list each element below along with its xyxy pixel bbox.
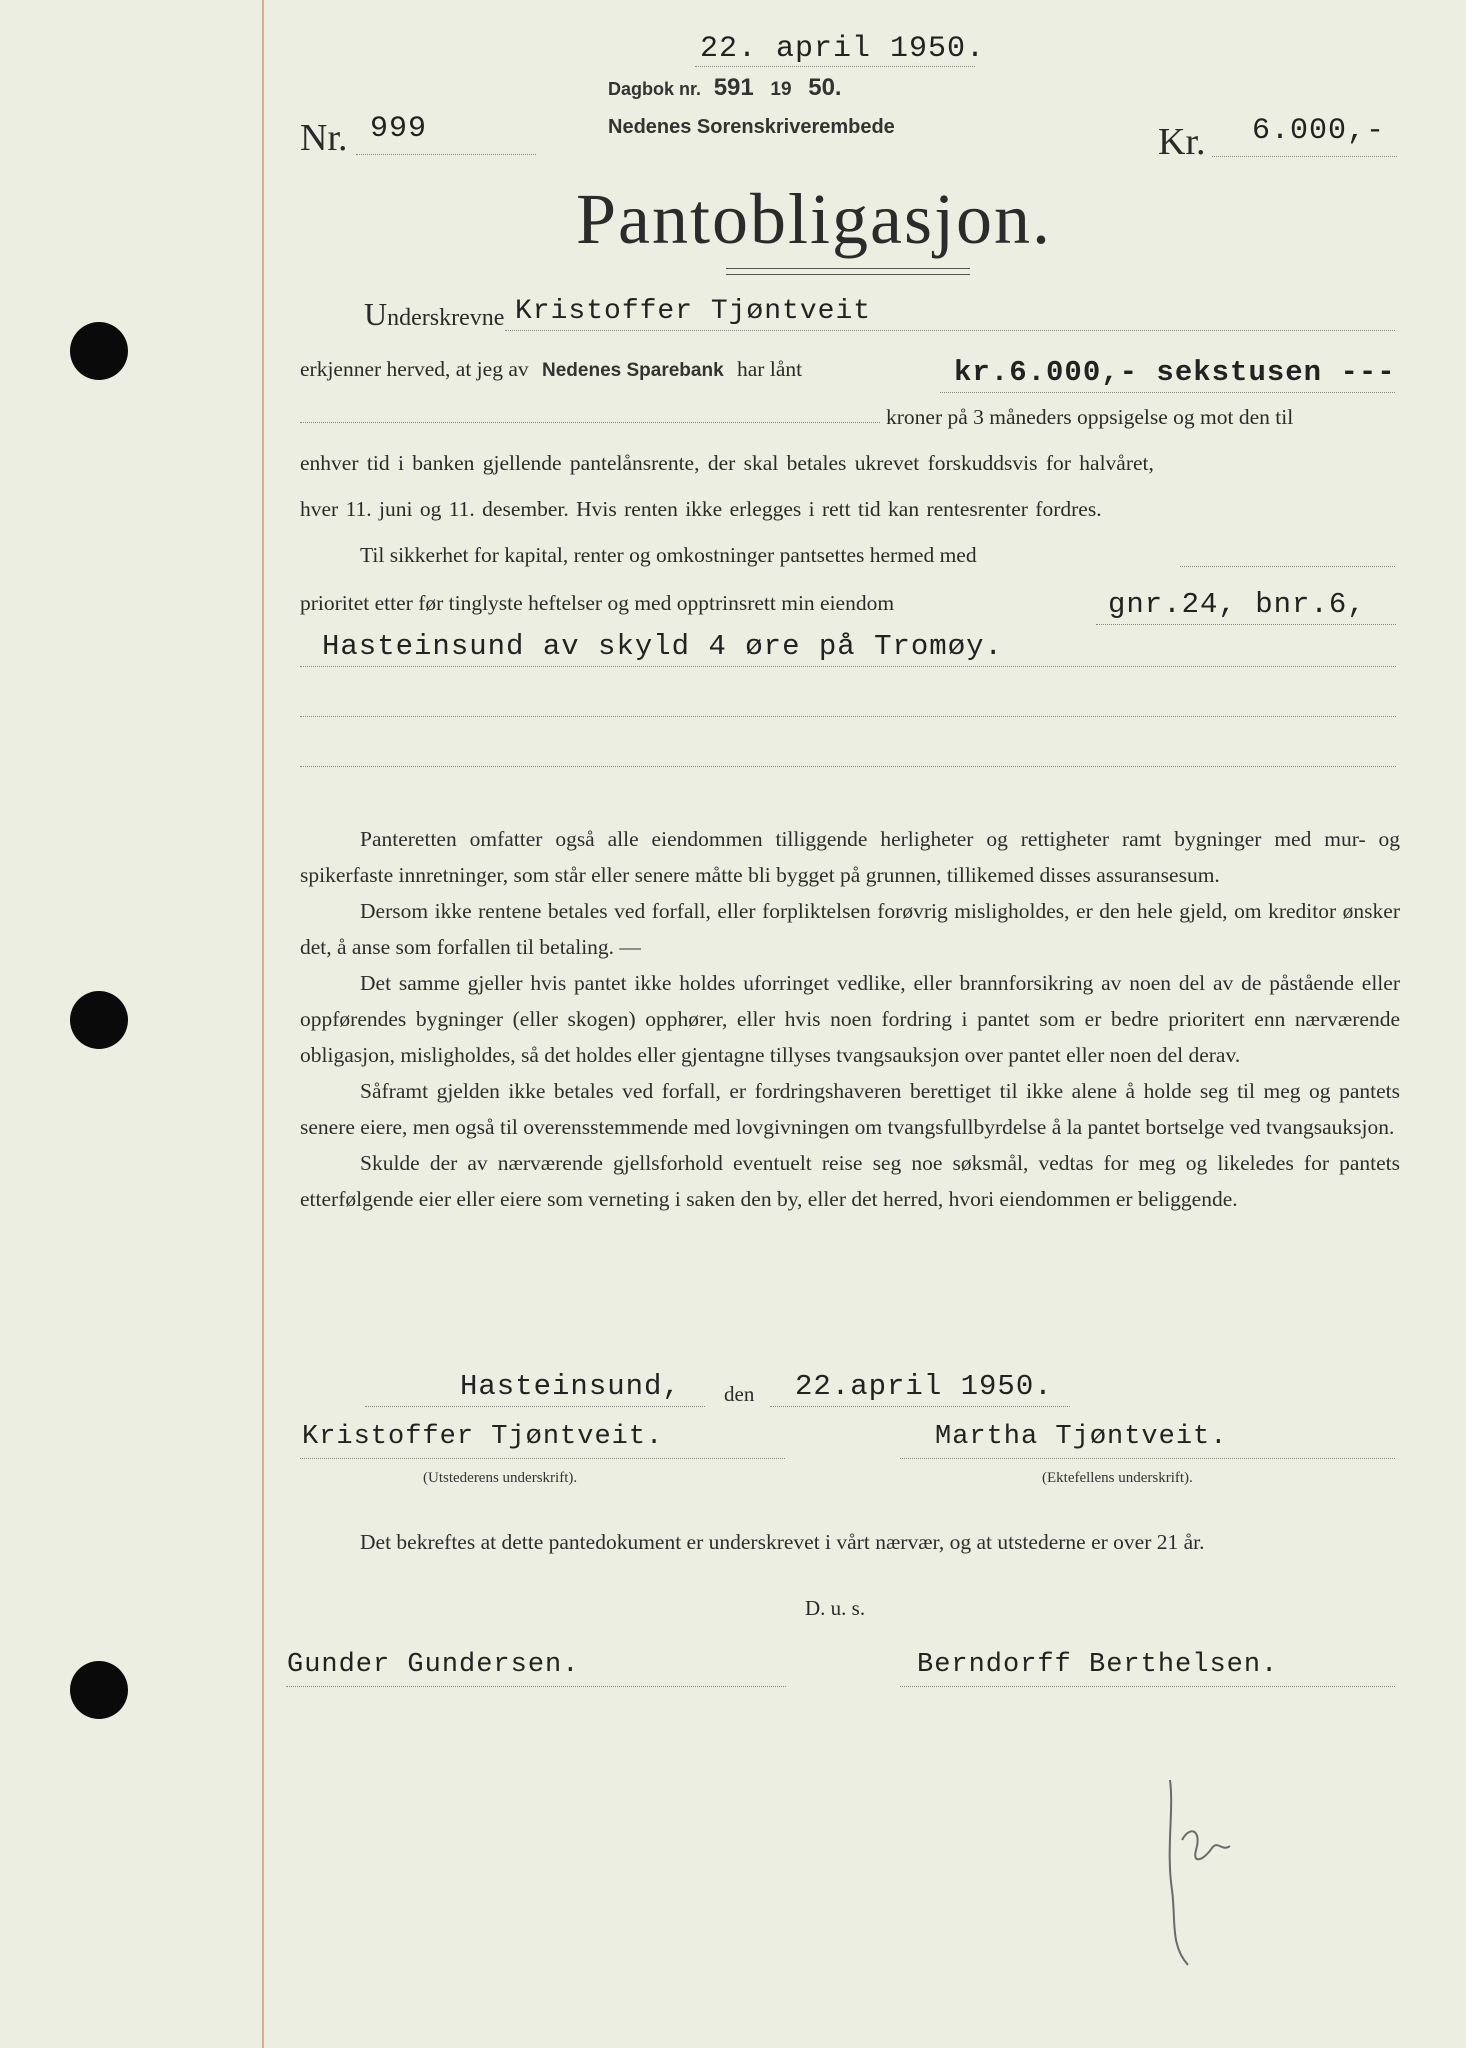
blank-line-1 [300, 716, 1396, 717]
amount-typed: kr.6.000,- sekstusen --- [954, 356, 1396, 389]
date-underline [695, 66, 975, 67]
term-paragraph: Såframt gjelden ikke betales ved forfall, er fordringshaveren berettiget til ikke alene å holde seg til meg og pantets senere eiere, men også til overensstemmende med lovgivningen om tvangsfullbyrdelse å la pantet bortselge ved tvangsauksjon. [300, 1079, 1400, 1139]
dagbok-stamp [608, 74, 842, 102]
kr-underline [1212, 156, 1397, 157]
term-paragraph: Det samme gjeller hvis pantet ikke holdes uforringet vedlike, eller brannforsikring av noen del av de påstående eller oppførendes bygninger (eller skogen) opphører, eller hvis noen fordring i pantet som er bedre prioritert enn nærværende obligasjon, misligholdes, så det holdes eller gjentagne tillyses tvangsauksjon over pantet eller noen del derav. [300, 971, 1400, 1067]
amount-underline [940, 392, 1395, 393]
place-underline [365, 1406, 705, 1407]
witness-statement-block [300, 1526, 1400, 1558]
intro-line-6: Til sikkerhet for kapital, renter og omkostninger pantsettes hermed med [360, 543, 977, 567]
intro-line-2-text: erkjenner herved, at jeg av [300, 357, 529, 381]
den-label: den [724, 1382, 755, 1406]
dagbok-year-prefix: 19 [770, 79, 792, 100]
issuer-signature: Kristoffer Tjøntveit. [302, 1422, 664, 1452]
witness-1-signature: Gunder Gundersen. [287, 1650, 580, 1680]
har-lant-text: har lånt [737, 357, 803, 381]
nr-underline [356, 154, 536, 155]
nr-value: 999 [370, 112, 428, 146]
issuer-caption: (Utstederens underskrift). [423, 1470, 578, 1486]
property-typed-2: Hasteinsund av skyld 4 øre på Tromøy. [322, 630, 1003, 663]
issuer-underline [300, 1458, 785, 1459]
witness-statement: Det bekreftes at dette pantedokument er underskrevet i vårt nærvær, og at utstederne er over 21 år. [360, 1530, 1205, 1554]
office-stamp: Nedenes Sorenskriverembede [608, 116, 895, 138]
underskrevne-rest: nderskrevne [387, 305, 505, 331]
property-typed-1: gnr.24, bnr.6, [1108, 588, 1366, 621]
term-paragraph: Panteretten omfatter også alle eiendommen tilliggende herligheter og rettigheter ramt bygninger med mur- og spikerfaste innretninger, som står eller senere måtte bli bygget på grunnen, tillikemed disses assuransesum. [300, 827, 1400, 887]
kr-label: Kr. [1158, 121, 1206, 163]
amount-words-line [300, 422, 880, 423]
document-title: Pantobligasjon. [576, 179, 1052, 259]
intro-line-4: enhver tid i banken gjellende pantelånsrente, der skal betales ukrevet forskuddsvis for halvåret, [300, 451, 1154, 475]
spouse-caption: (Ektefellens underskrift). [1042, 1470, 1193, 1486]
witness-2-underline [900, 1686, 1395, 1687]
pant-underline [1180, 566, 1395, 567]
intro-line-7: prioritet etter før tinglyste heftelser og med opptrinsrett min eiendom [300, 591, 895, 615]
property-underline-2 [300, 666, 1396, 667]
nr-label: Nr. [300, 117, 348, 159]
title-rule-2 [726, 274, 970, 275]
term-paragraph: Skulde der av nærværende gjellsforhold eventuelt reise seg noe søksmål, vedtas for meg og likeledes for pantets etterfølgende eier eller eiere som verneting i saken den by, eller det herred, hvori eiendommen er beliggende. [300, 1151, 1400, 1211]
date-sign-underline [770, 1406, 1070, 1407]
property-underline-1 [1096, 624, 1396, 625]
intro-line-2 [300, 357, 802, 382]
signing-place: Hasteinsund, [460, 1370, 681, 1403]
dagbok-year: 50. [808, 74, 842, 101]
dagbok-label: Dagbok nr. [608, 79, 702, 99]
signing-date: 22.april 1950. [795, 1370, 1053, 1403]
margin-rule [262, 0, 264, 2048]
kr-value: 6.000,- [1252, 114, 1386, 148]
handwritten-initials [1160, 1770, 1250, 1970]
binder-hole [70, 322, 128, 380]
dagbok-number: 591 [713, 74, 754, 101]
stamped-date: 22. april 1950. [700, 32, 986, 66]
dus-text: D. u. s. [805, 1596, 866, 1620]
spouse-signature: Martha Tjøntveit. [935, 1422, 1228, 1452]
witness-2-signature: Berndorff Berthelsen. [917, 1650, 1279, 1680]
terms-block [300, 821, 1400, 1217]
binder-hole [70, 1661, 128, 1719]
witness-1-underline [286, 1686, 786, 1687]
binder-hole [70, 991, 128, 1049]
spouse-underline [900, 1458, 1395, 1459]
term-paragraph: Dersom ikke rentene betales ved forfall, eller forpliktelsen forøvrig misligholdes, er den hele gjeld, om kreditor ønsker det, å anse som forfallen til betaling. — [300, 899, 1400, 959]
bank-name-stamp: Nedenes Sparebank [542, 360, 724, 381]
debtor-name-typed: Kristoffer Tjøntveit [515, 296, 872, 327]
intro-line-3: kroner på 3 måneders oppsigelse og mot den til [886, 405, 1294, 429]
blank-line-2 [300, 766, 1396, 767]
underskrevne-underline [505, 330, 1395, 331]
underskrevne-label: Underskrevne [364, 296, 505, 332]
intro-line-5: hver 11. juni og 11. desember. Hvis renten ikke erlegges i rett tid kan rentesrenter fordres. [300, 497, 1102, 521]
title-rule-1 [726, 268, 970, 269]
